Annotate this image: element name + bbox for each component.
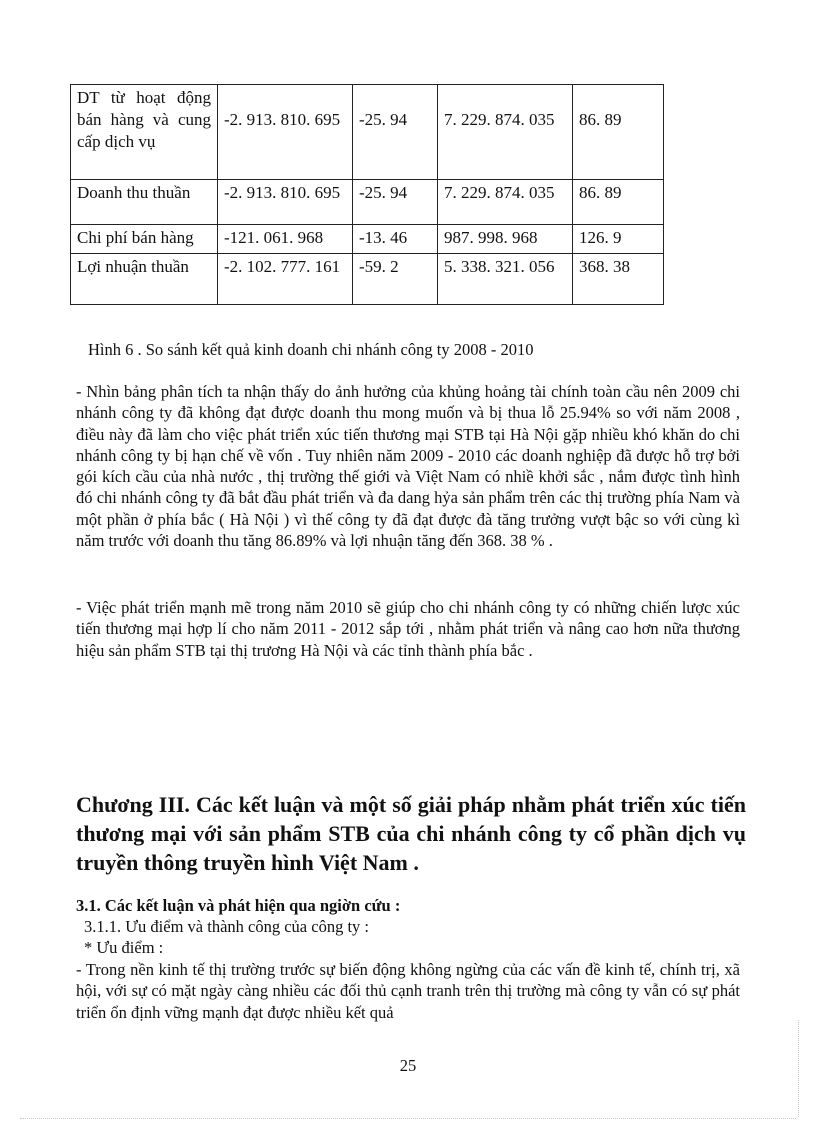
table-cell bbox=[218, 85, 353, 180]
table-cell: 368. 38 bbox=[573, 254, 664, 305]
table-cell: 86. 89 bbox=[573, 180, 664, 225]
chapter-title: Chương III. Các kết luận và một số giải pháp nhằm phát triển xúc tiến thương mại với sản phẩm STB của chi nhánh công ty cổ phần dịch vụ truyền thông truyền hình Việt Nam . bbox=[76, 792, 746, 875]
table-cell bbox=[438, 180, 573, 225]
page-border-right bbox=[798, 1020, 799, 1117]
table-cell: Lợi nhuận thuần bbox=[71, 254, 218, 305]
table-row bbox=[71, 225, 664, 254]
cell-value: 987. 998. 968 bbox=[444, 228, 538, 247]
table-cell: -13. 46 bbox=[353, 225, 438, 254]
table-cell: -25. 94 bbox=[353, 85, 438, 180]
figure-caption: Hình 6 . So sánh kết quả kinh doanh chi nhánh công ty 2008 - 2010 bbox=[88, 340, 534, 359]
page-border-bottom bbox=[20, 1118, 796, 1119]
section-heading: 3.1. Các kết luận và phát hiện qua ngiờn cứu : bbox=[76, 896, 401, 915]
strategy-paragraph: - Việc phát triển mạnh mẽ trong năm 2010 sẽ giúp cho chi nhánh công ty có những chiến lược xúc tiến thương mại hợp lí cho năm 2011 - 2012 sắp tới , nhằm phát triển và nâng cao hơn nữa thương hiệu sản phẩm STB tại thị trương Hà Nội và các tỉnh thành phía bắc . bbox=[76, 598, 740, 660]
table-cell bbox=[438, 254, 573, 305]
table-cell bbox=[438, 225, 573, 254]
body-paragraph: - Trong nền kinh tế thị trường trước sự biến động không ngừng của các vấn đề kinh tế, chính trị, xã hội, với sự có mặt ngày càng nhiều các đối thủ cạnh tranh trên thị trường mà công ty vẫn có sự phát triển ổn định vững mạnh đạt được nhiều kết quả bbox=[76, 960, 740, 1022]
cell-value: 7. 229. 874. 035 bbox=[444, 110, 555, 129]
table-cell: -25. 94 bbox=[353, 180, 438, 225]
table-cell: 86. 89 bbox=[573, 85, 664, 180]
comparison-table bbox=[70, 84, 664, 305]
cell-value: 5. 338. 321. 056 bbox=[444, 257, 555, 276]
bullet-heading: * Ưu điểm : bbox=[84, 938, 164, 957]
table-row bbox=[71, 85, 664, 180]
table-cell: Doanh thu thuần bbox=[71, 180, 218, 225]
table-row bbox=[71, 180, 664, 225]
cell-value: -121. 061. 968 bbox=[224, 228, 324, 247]
cell-value: 7. 229. 874. 035 bbox=[444, 183, 555, 202]
page-number: 25 bbox=[399, 1056, 417, 1075]
table-cell: DT từ hoạt động bán hàng và cung cấp dịch vụ bbox=[71, 85, 218, 180]
cell-value: -2. 913. 810. 695 bbox=[224, 183, 341, 202]
table-cell bbox=[218, 180, 353, 225]
table-cell: -59. 2 bbox=[353, 254, 438, 305]
table-cell bbox=[218, 254, 353, 305]
analysis-paragraph: - Nhìn bảng phân tích ta nhận thấy do ảnh hưởng của khủng hoảng tài chính toàn cầu nên 2009 chi nhánh công ty đã không đạt được doanh thu mong muốn và bị thua lỗ 25.94% so với năm 2008 , điều này đã làm cho việc phát triển xúc tiến thương mại STB tại Hà Nội gặp nhiều khó khăn do chi nhánh công ty bị hạn chế về vốn . Tuy nhiên năm 2009 - 2010 các doanh nghiệp đã được hỗ trợ bởi gói kích cầu của nhà nước , thị trường thế giới và Việt Nam có nhiề khởi sắc , nắm được tình hình đó chi nhánh công ty đã bắt đầu phát triển và đa dang hỷa sản phẩm trên các thị trường phía Nam và một phần ở phía bắc ( Hà Nội ) vì thế công ty đã đạt được đà tăng trưởng vượt bậc so với cùng kì năm trước với doanh thu tăng 86.89% và lợi nhuận tăng đến 368. 38 % . bbox=[76, 382, 740, 551]
cell-value: -2. 913. 810. 695 bbox=[224, 110, 341, 129]
subsection-heading: 3.1.1. Ưu điểm và thành công của công ty : bbox=[84, 917, 369, 936]
table-cell: 126. 9 bbox=[573, 225, 664, 254]
table-cell bbox=[218, 225, 353, 254]
table-cell bbox=[438, 85, 573, 180]
cell-value: -2. 102. 777. 161 bbox=[224, 257, 341, 276]
table-cell: Chi phí bán hàng bbox=[71, 225, 218, 254]
table-row bbox=[71, 254, 664, 305]
